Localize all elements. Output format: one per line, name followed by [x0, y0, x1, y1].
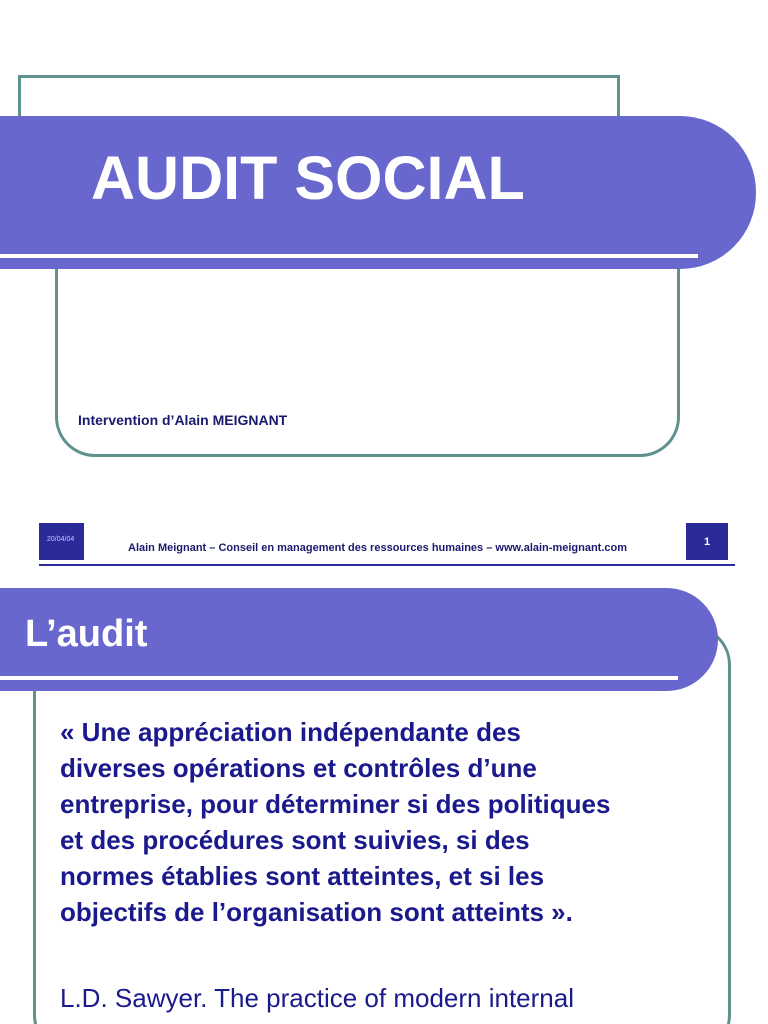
quote-line: normes établies sont atteintes, et si les: [60, 861, 545, 891]
title-slide-heading: AUDIT SOCIAL: [91, 144, 525, 212]
footer-rule: [39, 564, 735, 566]
quote-line: et des procédures sont suivies, si des: [60, 825, 530, 855]
quote-line: objectifs de l’organisation sont atteints ».: [60, 897, 573, 927]
content-slide-heading: L’audit: [25, 613, 148, 655]
footer-credit: Alain Meignant – Conseil en management des ressources humaines – www.alain-meignant.com: [128, 542, 628, 554]
quote-line: « Une appréciation indépendante des: [60, 717, 521, 747]
title-slide-banner-rule: [0, 254, 698, 258]
quote-line: diverses opérations et contrôles d’une: [60, 753, 537, 783]
footer-page-number: 1: [686, 523, 728, 560]
content-slide-banner-rule: [0, 676, 678, 680]
title-slide-subtitle: Intervention d’Alain MEIGNANT: [78, 412, 288, 428]
citation: L.D. Sawyer. The practice of modern internal: [60, 983, 574, 1013]
definition-quote: [60, 714, 720, 930]
quote-line: entreprise, pour déterminer si des politiques: [60, 789, 611, 819]
footer-date: 20/04/04: [47, 536, 75, 543]
